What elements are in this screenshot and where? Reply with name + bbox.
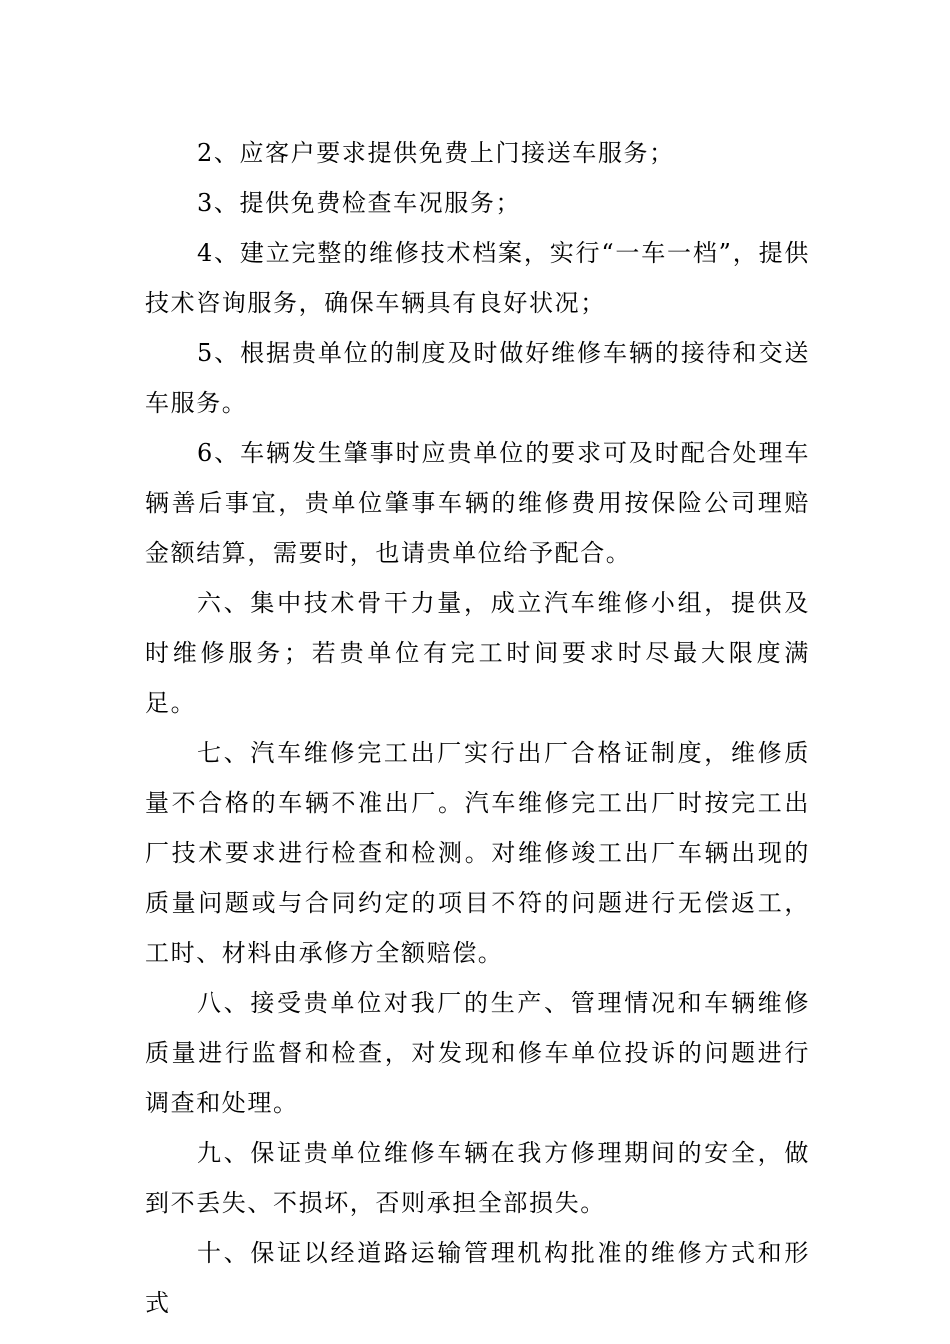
paragraph-section-9: 九、保证贵单位维修车辆在我方修理期间的安全，做到不丢失、不损坏，否则承担全部损失。 bbox=[145, 1139, 810, 1217]
paragraph-item-5: 5、根据贵单位的制度及时做好维修车辆的接待和交送车服务。 bbox=[145, 339, 810, 417]
paragraph-item-6: 6、车辆发生肇事时应贵单位的要求可及时配合处理车辆善后事宜，贵单位肇事车辆的维修费用按保险公司理赔金额结算，需要时，也请贵单位给予配合。 bbox=[145, 439, 810, 567]
paragraph-section-6: 六、集中技术骨干力量，成立汽车维修小组，提供及时维修服务；若贵单位有完工时间要求时尽最大限度满足。 bbox=[145, 589, 810, 717]
paragraph-item-2: 2、应客户要求提供免费上门接送车服务； bbox=[197, 139, 675, 167]
paragraph-section-8: 八、接受贵单位对我厂的生产、管理情况和车辆维修质量进行监督和检查，对发现和修车单位投诉的问题进行调查和处理。 bbox=[145, 989, 810, 1117]
paragraph-item-4: 4、建立完整的维修技术档案，实行“一车一档”，提供技术咨询服务，确保车辆具有良好状况； bbox=[145, 239, 810, 317]
paragraph-section-10: 十、保证以经道路运输管理机构批准的维修方式和形式 bbox=[145, 1239, 810, 1317]
paragraph-section-7: 七、汽车维修完工出厂实行出厂合格证制度，维修质量不合格的车辆不准出厂。汽车维修完工出厂时按完工出厂技术要求进行检查和检测。对维修竣工出厂车辆出现的质量问题或与合同约定的项目不符的问题进行无偿返工，工时、材料由承修方全额赔偿。 bbox=[145, 739, 810, 967]
paragraph-item-3: 3、提供免费检查车况服务； bbox=[197, 189, 522, 217]
document-body bbox=[145, 128, 810, 1328]
